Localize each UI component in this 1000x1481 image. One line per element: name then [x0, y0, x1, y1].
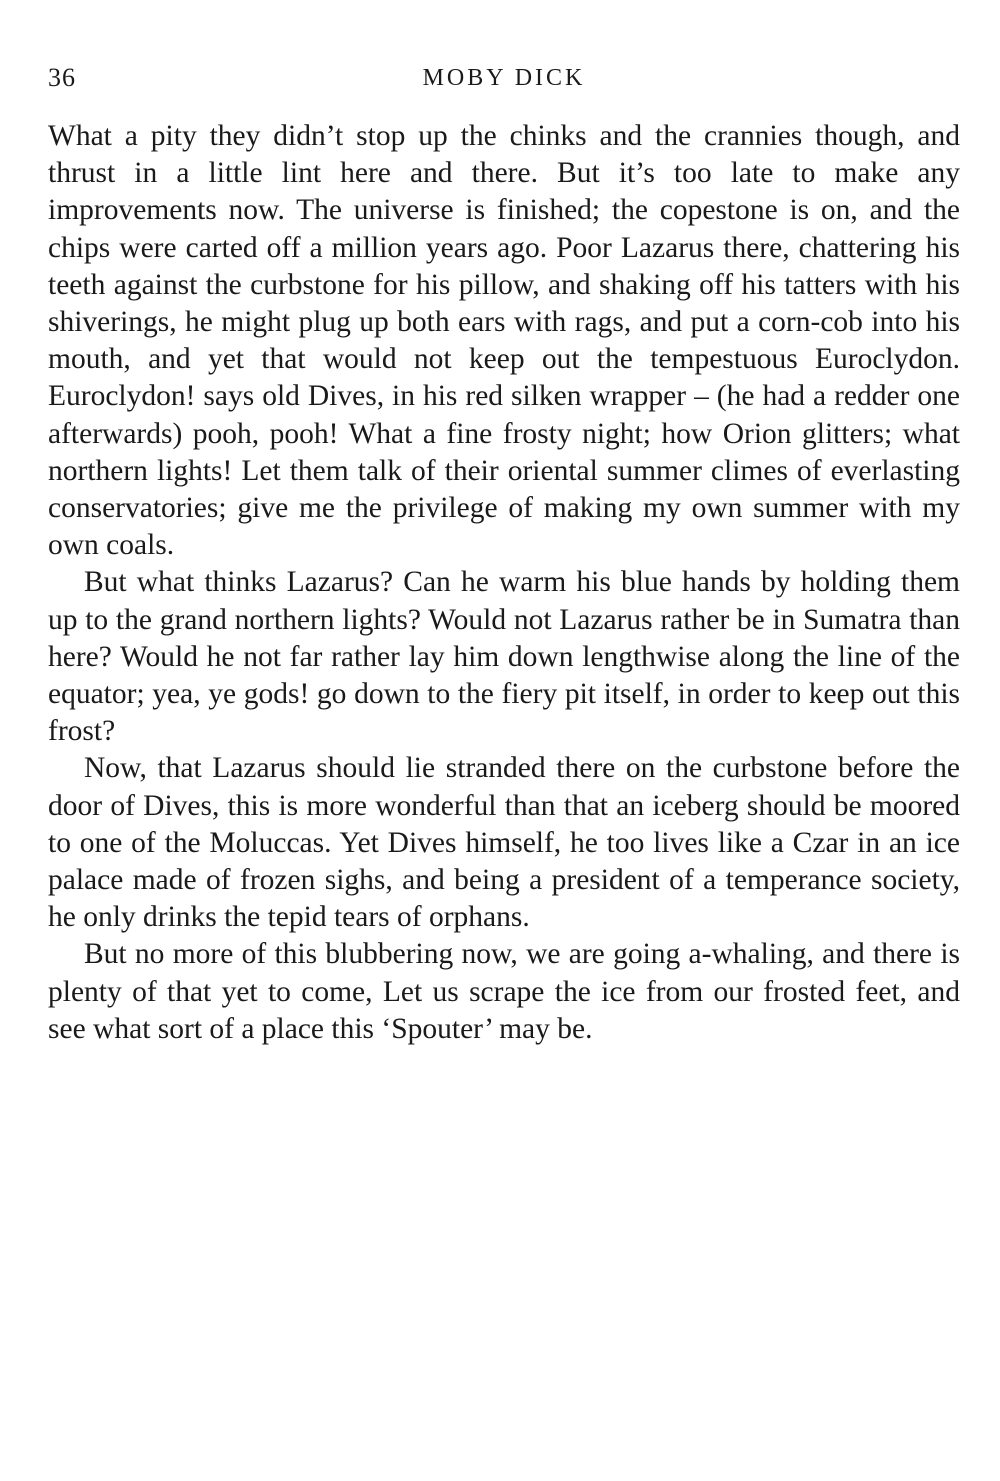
book-title: MOBY DICK: [422, 65, 586, 91]
running-head: [48, 60, 960, 96]
paragraph: But no more of this blubbering now, we are going a-whaling, and there is plenty of that yet to come, Let us scrape the ice from our frosted feet, and see what sort of a place this ‘Spouter’ may be.: [48, 938, 960, 1045]
page-number: 36: [48, 63, 76, 92]
body-text: [48, 118, 960, 1048]
paragraph-continued: What a pity they didn’t stop up the chinks and the crannies though, and thrust in a little lint here and there. But it’s too late to make any improvements now. The universe is finished; the copestone is on, and the chips were carted off a million years ago. Poor Lazarus there, chattering his teeth against the curbstone for his pillow, and shaking off his tatters with his shiverings, he might plug up both ears with rags, and put a corn-cob into his mouth, and yet that would not keep out the tempestuous Euroclydon. Euroclydon! says old Dives, in his red silken wrapper – (he had a redder one afterwards) pooh, pooh! What a fine frosty night; how Orion glitters; what northern lights! Let them talk of their oriental summer climes of everlasting conservatories; give me the privilege of making my own summer with my own coals.: [48, 120, 960, 562]
paragraph: But what thinks Lazarus? Can he warm his blue hands by holding them up to the grand northern lights? Would not Lazarus rather be in Sumatra than here? Would he not far rather lay him down lengthwise along the line of the equator; yea, ye gods! go down to the fiery pit itself, in order to keep out this frost?: [48, 566, 960, 748]
book-page: [48, 60, 960, 1048]
paragraph: Now, that Lazarus should lie stranded there on the curbstone before the door of Dives, this is more wonderful than that an iceberg should be moored to one of the Moluccas. Yet Dives himself, he too lives like a Czar in an ice palace made of frozen sighs, and being a president of a temperance society, he only drinks the tepid tears of orphans.: [48, 752, 960, 934]
